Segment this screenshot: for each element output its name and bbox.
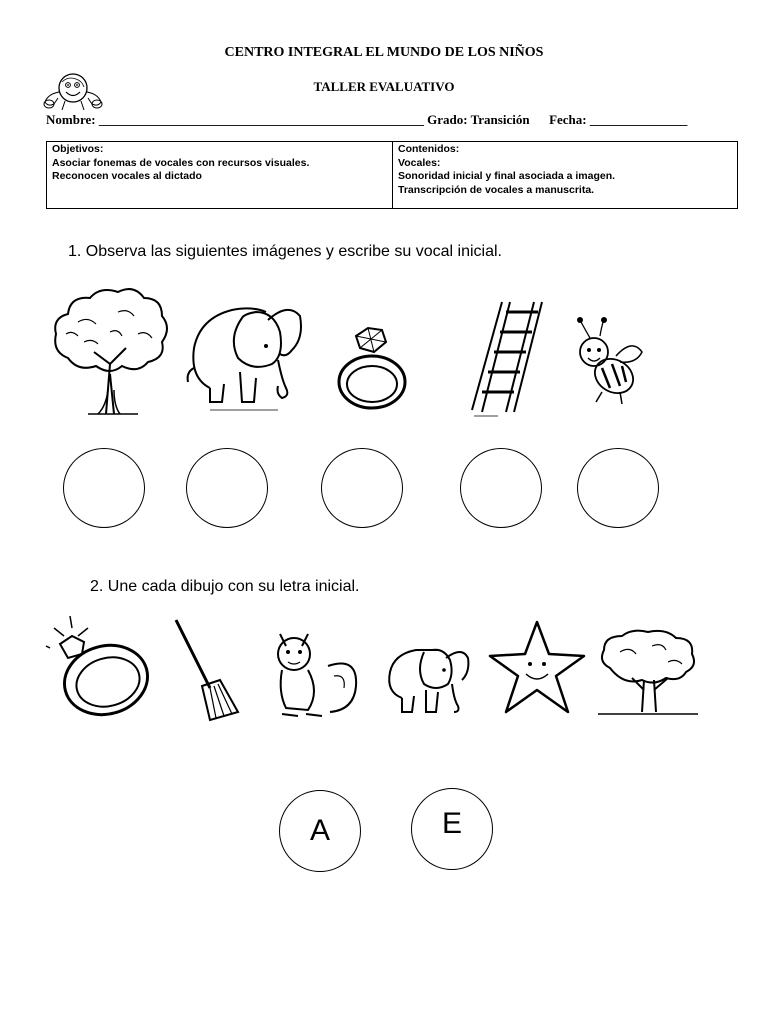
ring-icon bbox=[44, 614, 152, 722]
content-item: Vocales: bbox=[398, 156, 441, 169]
ring-icon bbox=[332, 326, 412, 412]
objective-item: Reconocen vocales al dictado bbox=[52, 170, 202, 182]
objectives-contents-table bbox=[46, 141, 738, 209]
bee-icon bbox=[572, 316, 648, 412]
answer-circle-5[interactable] bbox=[577, 448, 659, 528]
objective-item: Asociar fonemas de vocales con recursos visuales. bbox=[52, 156, 310, 169]
tree-icon bbox=[596, 628, 700, 720]
exercise-1-instruction bbox=[68, 243, 502, 261]
school-name: CENTRO INTEGRAL EL MUNDO DE LOS NIÑOS bbox=[224, 45, 544, 60]
letter-circle-a[interactable] bbox=[279, 790, 361, 872]
exercise-1-number: 1. bbox=[68, 243, 82, 260]
tree-icon bbox=[48, 282, 174, 418]
objectives-title: Objetivos: bbox=[52, 143, 104, 155]
student-info-line bbox=[46, 112, 746, 128]
content-item: Sonoridad inicial y final asociada a imagen. bbox=[398, 170, 616, 182]
answer-circle-1[interactable] bbox=[63, 448, 145, 528]
date-blank: _______________ bbox=[589, 112, 688, 127]
contents-cell bbox=[393, 142, 737, 208]
date-label: Fecha: bbox=[549, 112, 587, 127]
elephant-icon bbox=[382, 640, 470, 718]
workshop-title: TALLER EVALUATIVO bbox=[313, 79, 455, 94]
exercise-2-number: 2. bbox=[90, 578, 104, 595]
star-icon bbox=[486, 618, 588, 718]
name-label: Nombre: bbox=[46, 112, 96, 127]
grade-value: Transición bbox=[470, 112, 530, 127]
squirrel-icon bbox=[268, 626, 360, 722]
ladder-icon bbox=[468, 298, 548, 420]
answer-circle-4[interactable] bbox=[460, 448, 542, 528]
exercise-2-instruction bbox=[90, 578, 360, 596]
letter-circle-e[interactable] bbox=[411, 788, 493, 870]
letter-a: A bbox=[309, 814, 330, 847]
grade-label: Grado: bbox=[427, 112, 468, 127]
broom-icon bbox=[170, 618, 242, 722]
answer-circle-3[interactable] bbox=[321, 448, 403, 528]
contents-title: Contenidos: bbox=[398, 143, 460, 155]
objectives-cell bbox=[47, 142, 393, 208]
name-blank: __________________________________________________ bbox=[98, 112, 424, 127]
letter-e: E bbox=[441, 807, 462, 840]
content-item: Transcripción de vocales a manuscrita. bbox=[398, 183, 595, 196]
exercise-1-text: Observa las siguientes imágenes y escribe su vocal inicial. bbox=[85, 243, 502, 260]
elephant-icon bbox=[182, 298, 304, 416]
exercise-2-text: Une cada dibujo con su letra inicial. bbox=[107, 578, 360, 595]
answer-circle-2[interactable] bbox=[186, 448, 268, 528]
